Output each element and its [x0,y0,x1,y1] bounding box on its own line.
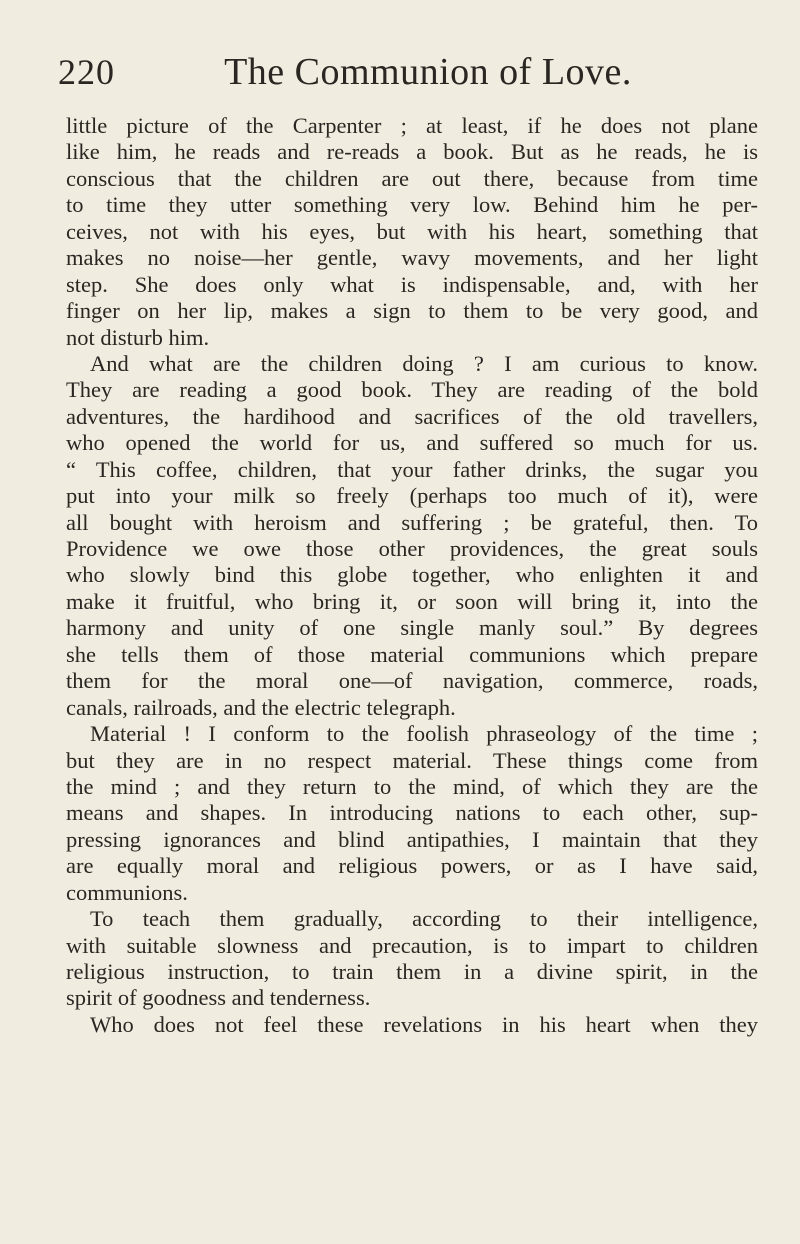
text-line: adventures, the hardihood and sacrifices of the old travellers, [66,403,758,429]
text-line: them for the moral one—of navigation, commerce, roads, [66,668,758,694]
text-line: harmony and unity of one single manly soul.” By degrees [66,615,758,641]
text-line: all bought with heroism and suffering ; be grateful, then. To [66,509,758,535]
running-title: The Communion of Love. [224,51,632,93]
text-line: are equally moral and religious powers, or as I have said, [66,853,758,879]
text-line: pressing ignorances and blind antipathies, I maintain that they [66,826,758,852]
text-line: to time they utter something very low. Behind him he per- [66,192,758,218]
text-line: she tells them of those material communions which prepare [66,641,758,667]
text-line: make it fruitful, who bring it, or soon will bring it, into the [66,588,758,614]
text-line: And what are the children doing ? I am curious to know. [90,350,758,376]
text-line: but they are in no respect material. These things come from [66,747,758,773]
text-line: To teach them gradually, according to their intelligence, [90,906,758,932]
text-line: little picture of the Carpenter ; at least, if he does not plane [66,113,758,138]
text-line: canals, railroads, and the electric telegraph. [66,694,456,720]
text-line: conscious that the children are out there, because from time [66,165,758,191]
text-line: who slowly bind this globe together, who enlighten it and [66,562,758,588]
text-line: Who does not feel these revelations in his heart when they [90,1011,758,1037]
text-line: “ This coffee, children, that your father drinks, the sugar you [66,456,758,482]
running-head [58,42,758,102]
body-text [66,113,758,1038]
text-line: the mind ; and they return to the mind, of which they are the [66,773,758,799]
text-line: means and shapes. In introducing nations to each other, sup- [66,800,758,826]
text-line: who opened the world for us, and suffered so much for us. [66,430,758,456]
text-line: communions. [66,879,188,905]
text-line: ceives, not with his eyes, but with his heart, something that [66,218,758,244]
text-line: religious instruction, to train them in a divine spirit, in the [66,959,758,984]
text-line: They are reading a good book. They are reading of the bold [66,377,758,403]
text-line: with suitable slowness and precaution, is to impart to children [66,932,758,958]
page-number: 220 [58,52,115,92]
text-line: step. She does only what is indispensable, and, with her [66,271,758,297]
text-line: Providence we owe those other providences, the great souls [66,536,758,561]
text-line: makes no noise—her gentle, wavy movements, and her light [66,245,758,271]
text-line: spirit of goodness and tenderness. [66,985,371,1011]
text-line: not disturb him. [66,324,210,350]
text-line: like him, he reads and re-reads a book. But as he reads, he is [66,139,758,165]
text-line: put into your milk so freely (perhaps too much of it), were [66,483,758,509]
text-line: Material ! I conform to the foolish phraseology of the time ; [90,721,758,747]
text-line: finger on her lip, makes a sign to them to be very good, and [66,298,758,324]
